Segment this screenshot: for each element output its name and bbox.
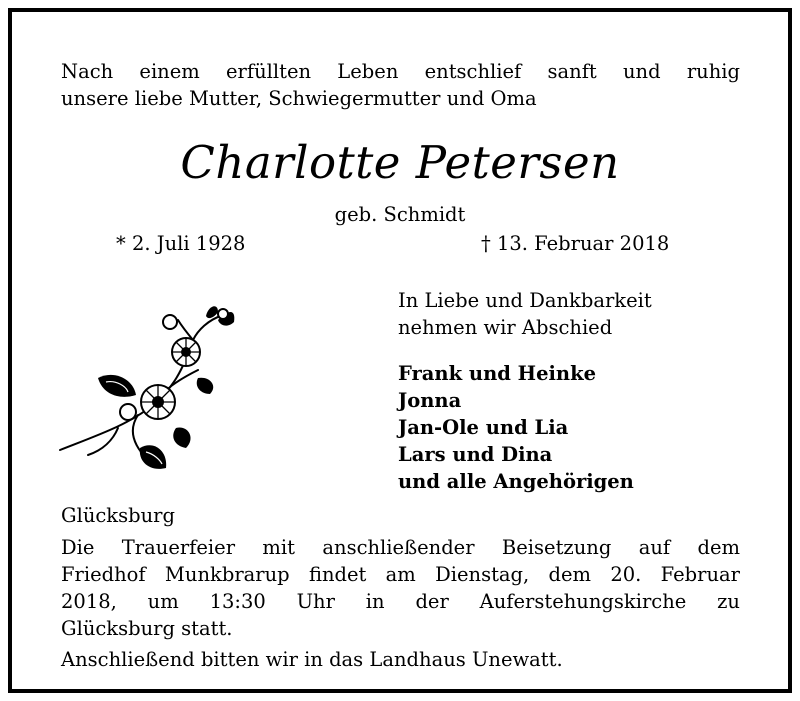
death-date: † 13. Februar 2018 [481,232,670,255]
funeral-closing: Anschließend bitten wir in das Landhaus Unewatt. [61,648,563,671]
mourner-name: und alle Angehörigen [398,470,634,493]
flower-branch-icon [58,300,238,490]
intro-line-2: unsere liebe Mutter, Schwiegermutter und Oma [61,87,537,110]
deceased-name: Charlotte Petersen [180,136,620,189]
farewell-line-1: In Liebe und Dankbarkeit [398,289,652,312]
farewell-line-2: nehmen wir Abschied [398,316,613,339]
mourner-name: Jonna [398,389,462,412]
mourner-name: Frank und Heinke [398,362,596,385]
funeral-line-4: Glücksburg statt. [61,617,233,640]
funeral-line-2: Friedhof Munkbrarup findet am Dienstag, dem 20. Februar [61,563,740,586]
mourner-name: Lars und Dina [398,443,553,466]
funeral-line-1: Die Trauerfeier mit anschließender Beisetzung auf dem [61,536,740,559]
birth-date: * 2. Juli 1928 [116,232,246,255]
maiden-name: geb. Schmidt [334,203,466,226]
intro-line-1: Nach einem erfüllten Leben entschlief sanft und ruhig [61,60,740,83]
mourner-name: Jan-Ole und Lia [398,416,569,439]
funeral-line-3: 2018, um 13:30 Uhr in der Auferstehungskirche zu [61,590,740,613]
place: Glücksburg [61,504,175,527]
